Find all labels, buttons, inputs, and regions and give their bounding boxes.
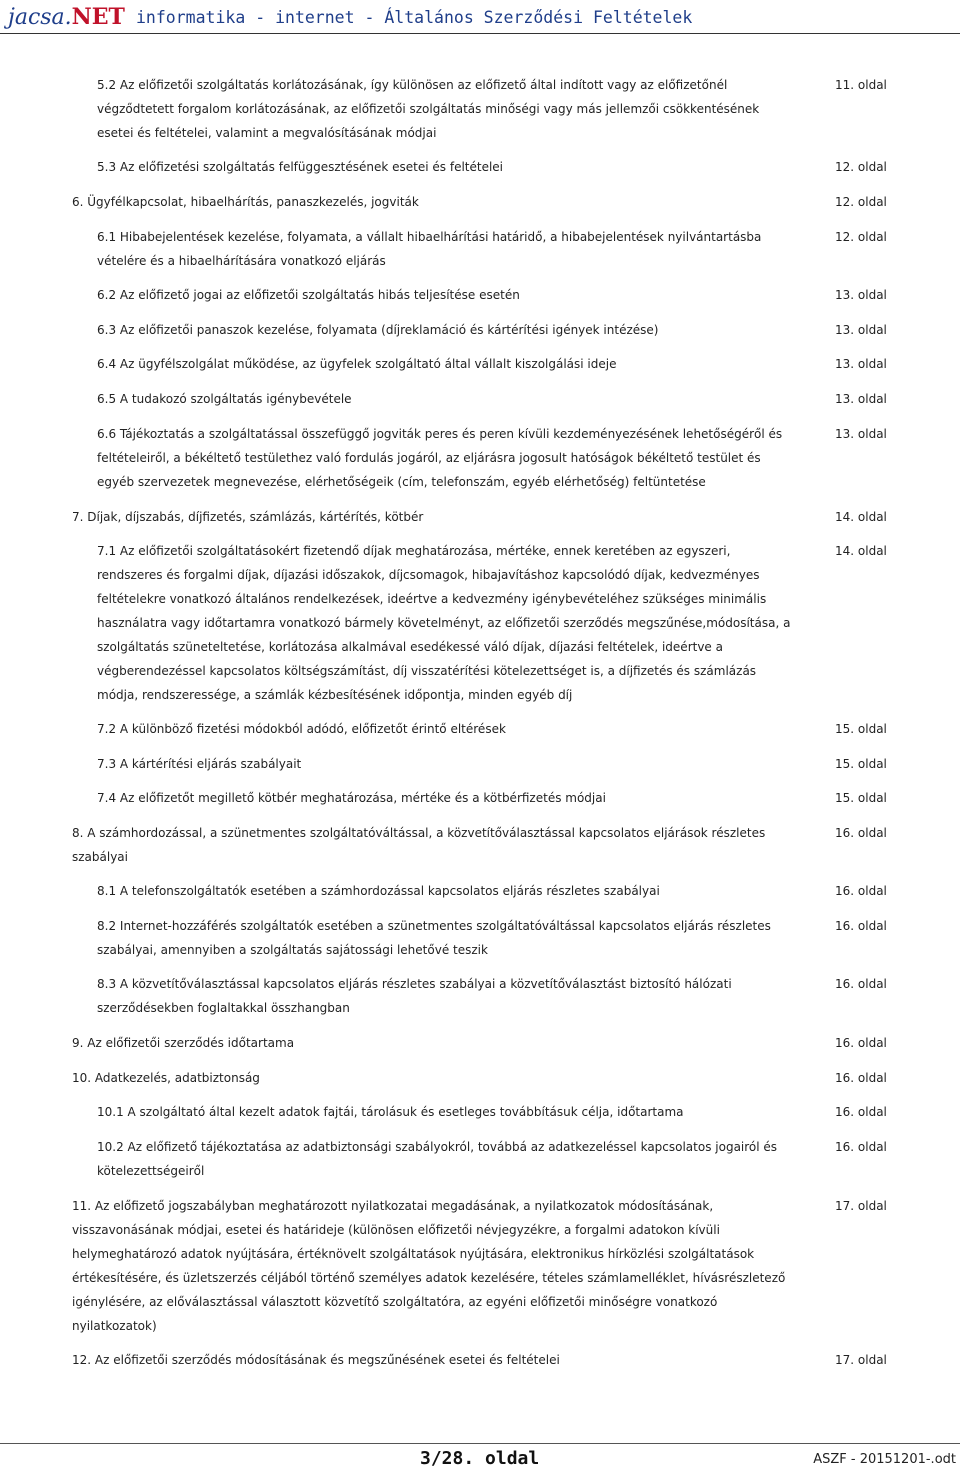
- toc-page-ref: 13. oldal: [835, 357, 887, 371]
- toc-entry[interactable]: [97, 752, 301, 776]
- toc-entry[interactable]: [97, 283, 520, 307]
- toc-entry[interactable]: [72, 190, 419, 214]
- toc-entry-text: szolgáltatás szüneteltetése, korlátozása alkalmával esedékessé váló díjak, díjazási feltételek, ideértve a: [97, 640, 723, 654]
- toc-entry-text: kötelezettségeiről: [97, 1164, 205, 1178]
- toc-entry-text: vételére és a hibaelhárítására vonatkozó eljárás: [97, 254, 386, 268]
- toc-entry-text: 7.2 A különböző fizetési módokból adódó, előfizetőt érintő eltérések: [97, 722, 506, 736]
- toc-entry-text: 12. Az előfizetői szerződés módosításának és megszűnésének esetei és feltételei: [72, 1353, 560, 1367]
- toc-entry-text: 5.3 Az előfizetési szolgáltatás felfüggesztésének esetei és feltételei: [97, 160, 504, 174]
- toc-entry-text: módja, rendszeressége, a számlák kézbesítésének időpontja, minden egyéb díj: [97, 688, 573, 702]
- toc-entry-text: helymeghatározó adatok nyújtására, értéknövelt szolgáltatások nyújtására, elektronikus hírközlési szolgáltatások: [72, 1247, 755, 1261]
- toc-page-ref: 13. oldal: [835, 392, 887, 406]
- toc-page-ref: 11. oldal: [835, 78, 887, 92]
- toc-entry-text: 7. Díjak, díjszabás, díjfizetés, számlázás, kártérítés, kötbér: [72, 510, 424, 524]
- toc-page-ref: 14. oldal: [835, 544, 887, 558]
- logo-main-text: jacsa.: [8, 5, 72, 30]
- toc-entry-text: 8.1 A telefonszolgáltatók esetében a számhordozással kapcsolatos eljárás részletes szabályai: [97, 884, 660, 898]
- toc-page-ref: 16. oldal: [835, 884, 887, 898]
- toc-entry-text: rendszeres és forgalmi díjak, díjazási időszakok, díjcsomagok, hibajavításhoz kapcsolódó díjak, kedvezményes: [97, 568, 760, 582]
- toc-entry[interactable]: [72, 1031, 294, 1055]
- header-divider: [0, 33, 960, 34]
- toc-entry[interactable]: [97, 539, 790, 707]
- toc-entry-text: szabályai, amennyiben a szolgáltatás sajátossági lehetővé teszik: [97, 943, 488, 957]
- toc-entry-text: 10. Adatkezelés, adatbiztonság: [72, 1071, 260, 1085]
- toc-entry-text: szerződésekben foglaltakkal összhangban: [97, 1001, 350, 1015]
- toc-entry[interactable]: [97, 879, 660, 903]
- toc-page-ref: 15. oldal: [835, 791, 887, 805]
- footer-divider: [0, 1443, 960, 1444]
- toc-entry-text: 6.2 Az előfizető jogai az előfizetői szolgáltatás hibás teljesítése esetén: [97, 288, 520, 302]
- toc-entry[interactable]: [97, 914, 771, 962]
- toc-entry-text: 7.3 A kártérítési eljárás szabályait: [97, 757, 302, 771]
- toc-entry-text: nyilatkozatok): [72, 1319, 157, 1333]
- toc-entry[interactable]: [97, 1135, 777, 1183]
- page-title: informatika - internet - Általános Szerződési Feltételek: [136, 8, 693, 27]
- toc-entry[interactable]: [97, 318, 658, 342]
- toc-entry-text: használatra vagy időtartamra vonatkozó bármely követelményt, az előfizetői szerződés megszűnése,módosítása, a: [97, 616, 791, 630]
- toc-entry-text: 9. Az előfizetői szerződés időtartama: [72, 1036, 295, 1050]
- toc-entry-text: 6. Ügyfélkapcsolat, hibaelhárítás, panaszkezelés, jogviták: [72, 195, 419, 209]
- toc-page-ref: 13. oldal: [835, 323, 887, 337]
- toc-entry[interactable]: [97, 155, 503, 179]
- toc-entry-text: feltételeiről, a békéltető testülethez való fordulás jogáról, az eljárásra jogosult hatóságok békéltető testület és: [97, 451, 761, 465]
- logo-net-text: NET: [71, 4, 125, 30]
- footer-page-number: 3/28. oldal: [420, 1448, 540, 1469]
- toc-entry-text: 8.3 A közvetítőválasztással kapcsolatos eljárás részletes szabályai a közvetítőválasztást biztosító hálózati: [97, 977, 732, 991]
- toc-page-ref: 16. oldal: [835, 1071, 887, 1085]
- toc-page-ref: 16. oldal: [835, 919, 887, 933]
- toc-entry[interactable]: [97, 717, 506, 741]
- toc-entry-text: 8.2 Internet-hozzáférés szolgáltatók esetében a szünetmentes szolgáltatóváltással kapcsolatos eljárás részletes: [97, 919, 771, 933]
- toc-entry-text: egyéb szervezetek megnevezése, elérhetőségeik (cím, telefonszám, egyéb elérhetőség) feltüntetése: [97, 475, 706, 489]
- page-header: [0, 0, 960, 34]
- toc-entry[interactable]: [72, 1066, 260, 1090]
- toc-page-ref: 16. oldal: [835, 1140, 887, 1154]
- toc-entry[interactable]: [97, 422, 782, 494]
- toc-entry-text: végződtetett forgalom korlátozásának, az előfizetői szolgáltatás minőségi vagy más jellemzői csökkentésének: [97, 102, 760, 116]
- toc-entry-text: 6.1 Hibabejelentések kezelése, folyamata, a vállalt hibaelhárítási határidő, a hibabejelentések nyilvántartásba: [97, 230, 762, 244]
- toc-entry-text: 6.5 A tudakozó szolgáltatás igénybevétele: [97, 392, 352, 406]
- toc-page-ref: 16. oldal: [835, 977, 887, 991]
- toc-entry[interactable]: [72, 1348, 560, 1372]
- toc-entry-text: 6.4 Az ügyfélszolgálat működése, az ügyfelek szolgáltató által vállalt kiszolgálási ideje: [97, 357, 617, 371]
- toc-entry[interactable]: [97, 786, 606, 810]
- toc-page-ref: 16. oldal: [835, 826, 887, 840]
- toc-entry-text: 5.2 Az előfizetői szolgáltatás korlátozásának, így különösen az előfizető által indított vagy az előfizetőnél: [97, 78, 728, 92]
- toc-entry[interactable]: [72, 1194, 785, 1338]
- toc-page-ref: 14. oldal: [835, 510, 887, 524]
- toc-entry-text: 10.2 Az előfizető tájékoztatása az adatbiztonsági szabályokról, továbbá az adatkezeléssel kapcsolatos jogairól és: [97, 1140, 778, 1154]
- toc-entry-text: 7.4 Az előfizetőt megillető kötbér meghatározása, mértéke és a kötbérfizetés módjai: [97, 791, 606, 805]
- toc-entry-text: 6.3 Az előfizetői panaszok kezelése, folyamata (díjreklamáció és kártérítési igények intézése): [97, 323, 659, 337]
- toc-page-ref: 16. oldal: [835, 1036, 887, 1050]
- toc-entry[interactable]: [72, 505, 423, 529]
- toc-entry-text: szabályai: [72, 850, 128, 864]
- toc-entry-text: feltételekre vonatkozó általános rendelkezések, ideértve a kedvezmény igénybevételéhez szükséges minimális: [97, 592, 767, 606]
- toc-entry[interactable]: [97, 352, 617, 376]
- toc-entry-text: végberendezéssel kapcsolatos költségszámítást, díj visszatérítési kötelezettséget is, a díjfizetés és számlázás: [97, 664, 757, 678]
- toc-page-ref: 13. oldal: [835, 427, 887, 441]
- toc-entry-text: esetei és feltételei, valamint a megvalósításának módjai: [97, 126, 437, 140]
- toc-entry-text: visszavonásának módjai, esetei és határideje (különösen előfizetői névjegyzékre, a forgalmi adatokon kívüli: [72, 1223, 720, 1237]
- site-logo[interactable]: [8, 4, 125, 31]
- toc-entry-text: 6.6 Tájékoztatás a szolgáltatással összefüggő jogviták peres és peren kívüli kezdeményezésének lehetőségéről és: [97, 427, 783, 441]
- toc-page-ref: 12. oldal: [835, 195, 887, 209]
- toc-page-ref: 12. oldal: [835, 160, 887, 174]
- toc-page-ref: 13. oldal: [835, 288, 887, 302]
- toc-entry-text: értékesítésére, és üzletszerzés céljából történő személyes adatok kezelésére, tételes számlamelléklet, hívásrészletező: [72, 1271, 786, 1285]
- toc-page-ref: 16. oldal: [835, 1105, 887, 1119]
- toc-entry[interactable]: [97, 387, 352, 411]
- toc-entry-text: 10.1 A szolgáltató által kezelt adatok fajtái, tárolásuk és esetleges továbbításuk célja, időtartama: [97, 1105, 684, 1119]
- toc-page-ref: 12. oldal: [835, 230, 887, 244]
- toc-page-ref: 17. oldal: [835, 1199, 887, 1213]
- toc-entry[interactable]: [97, 225, 761, 273]
- toc-entry[interactable]: [97, 1100, 684, 1124]
- toc-entry-text: igénylésére, az előválasztással választott közvetítő szolgáltatóra, az egyéni előfizetői minőségre vonatkozó: [72, 1295, 718, 1309]
- toc-entry-text: 8. A számhordozással, a szünetmentes szolgáltatóváltással, a közvetítőválasztással kapcsolatos eljárások részletes: [72, 826, 766, 840]
- toc-entry[interactable]: [72, 821, 765, 869]
- toc-entry-text: 7.1 Az előfizetői szolgáltatásokért fizetendő díjak meghatározása, mértéke, ennek keretében az egyszeri,: [97, 544, 731, 558]
- toc-entry[interactable]: [97, 972, 732, 1020]
- footer-document-name: ASZF - 20151201-.odt: [813, 1452, 956, 1467]
- toc-page-ref: 17. oldal: [835, 1353, 887, 1367]
- toc-entry[interactable]: [97, 73, 759, 145]
- toc-page-ref: 15. oldal: [835, 722, 887, 736]
- toc-entry-text: 11. Az előfizető jogszabályban meghatározott nyilatkozatai megadásának, a nyilatkozatok módosításának,: [72, 1199, 714, 1213]
- toc-page-ref: 15. oldal: [835, 757, 887, 771]
